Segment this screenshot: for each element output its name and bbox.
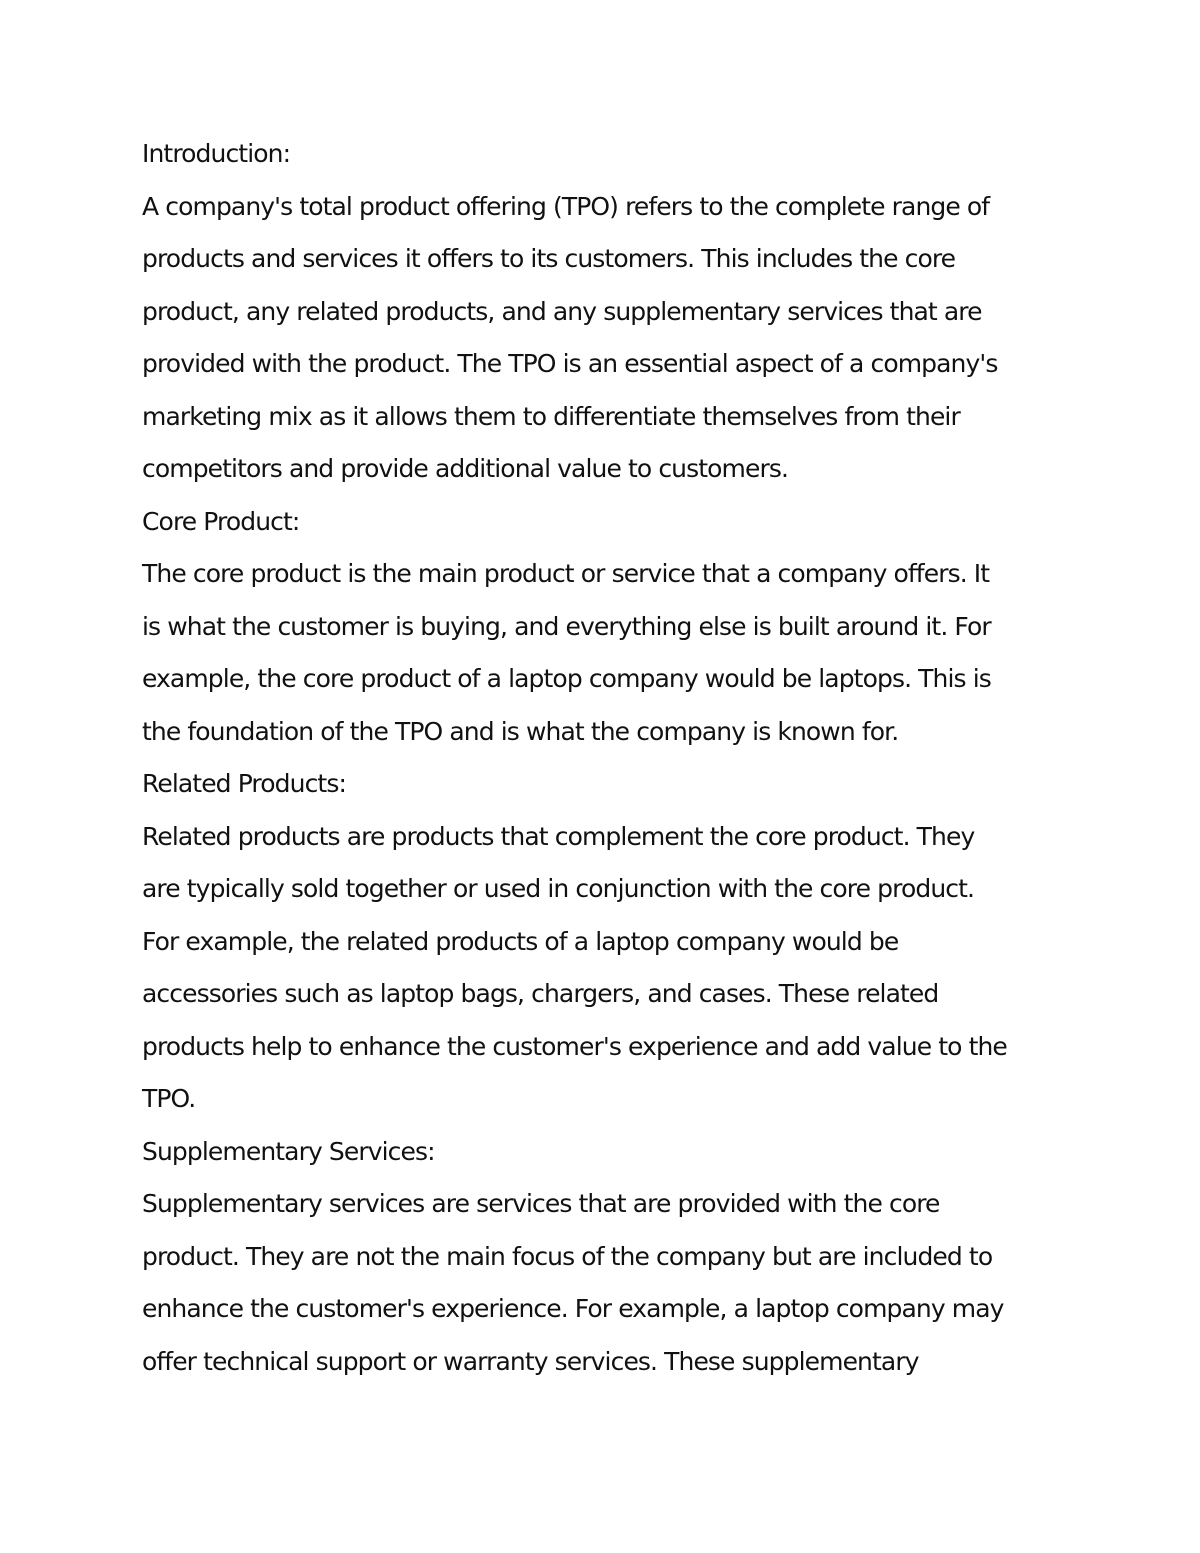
text-line: products help to enhance the customer's experience and add value to the: [142, 1031, 1007, 1061]
text-line: A company's total product offering (TPO) refers to the complete range of: [142, 191, 990, 221]
heading-supplementary-services: Supplementary Services:: [142, 1136, 435, 1166]
text-line: Related products are products that complement the core product. They: [142, 821, 975, 851]
text-line: products and services it offers to its customers. This includes the core: [142, 244, 956, 273]
text-line: product. They are not the main focus of the company but are included to: [142, 1241, 993, 1271]
text-line: offer technical support or warranty services. These supplementary: [142, 1346, 919, 1376]
text-line: TPO.: [142, 1084, 196, 1113]
text-line: provided with the product. The TPO is an essential aspect of a company's: [142, 349, 998, 378]
text-line: is what the customer is buying, and everything else is built around it. For: [142, 611, 991, 641]
text-line: the foundation of the TPO and is what the company is known for.: [142, 716, 899, 746]
text-line: marketing mix as it allows them to differentiate themselves from their: [142, 401, 960, 431]
text-line: competitors and provide additional value to customers.: [142, 454, 789, 483]
heading-core-product: Core Product:: [142, 506, 300, 536]
text-line: product, any related products, and any supplementary services that are: [142, 296, 982, 326]
text-line: enhance the customer's experience. For example, a laptop company may: [142, 1294, 1004, 1323]
text-line: The core product is the main product or service that a company offers. It: [142, 559, 990, 588]
heading-related-products: Related Products:: [142, 769, 346, 798]
text-line: For example, the related products of a laptop company would be: [142, 926, 899, 956]
text-line: Supplementary services are services that are provided with the core: [142, 1189, 940, 1218]
text-line: accessories such as laptop bags, chargers, and cases. These related: [142, 979, 939, 1008]
heading-introduction: Introduction:: [142, 139, 291, 168]
text-line: are typically sold together or used in conjunction with the core product.: [142, 874, 975, 903]
document-body: [142, 128, 1072, 1388]
text-line: example, the core product of a laptop company would be laptops. This is: [142, 664, 991, 693]
